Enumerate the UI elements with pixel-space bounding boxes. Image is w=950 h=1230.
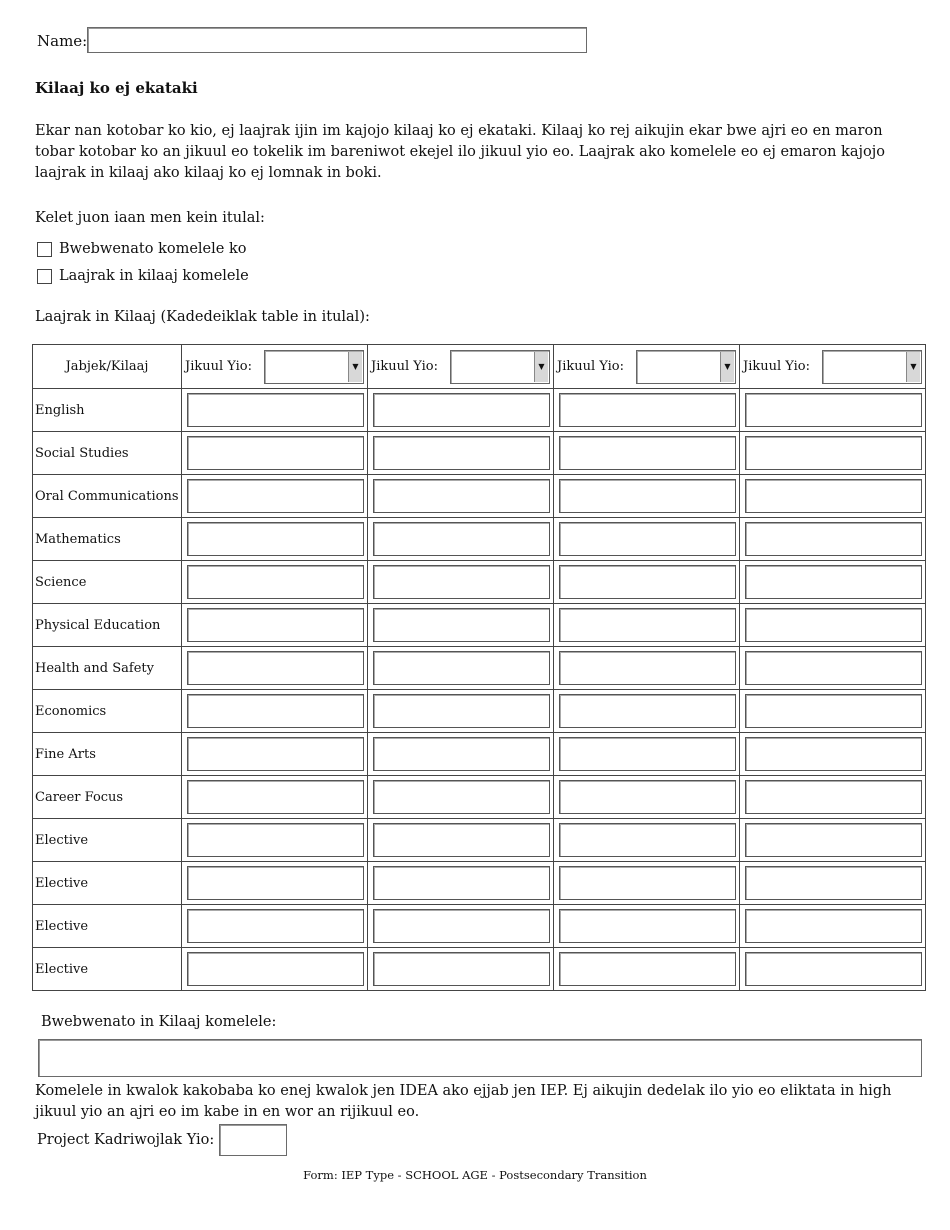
grade-input[interactable] [187, 522, 364, 556]
grade-input[interactable] [745, 651, 922, 685]
grade-cell-container [740, 647, 926, 690]
grade-input[interactable] [745, 866, 922, 900]
grade-cell-container [182, 604, 368, 647]
option-label: Bwebwenato komelele ko [59, 241, 247, 257]
year-label: Jikuul Yio: [371, 359, 438, 374]
grade-cell-container [182, 432, 368, 475]
grade-input[interactable] [745, 952, 922, 986]
grade-input[interactable] [187, 823, 364, 857]
grade-input[interactable] [187, 780, 364, 814]
grade-cell-container [740, 518, 926, 561]
grade-cell-container [554, 733, 740, 776]
grade-cell-container [740, 733, 926, 776]
completed-courses-input[interactable] [38, 1039, 922, 1077]
grade-input[interactable] [373, 737, 550, 771]
year-column-header [554, 345, 740, 389]
subject-cell: Economics [33, 690, 182, 733]
grade-cell-container [554, 905, 740, 948]
grade-input[interactable] [745, 479, 922, 513]
grade-input[interactable] [373, 565, 550, 599]
grade-input[interactable] [187, 694, 364, 728]
grade-input[interactable] [745, 909, 922, 943]
grade-cell-container [554, 518, 740, 561]
table-row [33, 475, 926, 518]
grade-cell-container [368, 819, 554, 862]
grade-cell-container [368, 561, 554, 604]
idea-paragraph: Komelele in kwalok kakobaba ko enej kwalok jen IDEA ako ejjab jen IEP. Ej aikujin dedelak ilo yio eo eliktata in high jikuul yio an ajri eo im kabe in en wor an rijikuul eo. [35, 1083, 892, 1120]
grade-cell-container [368, 862, 554, 905]
grade-cell-container [182, 561, 368, 604]
grade-cell-container [182, 690, 368, 733]
grade-cell-container [368, 389, 554, 432]
grade-input[interactable] [373, 608, 550, 642]
option-course-description[interactable] [37, 241, 246, 257]
grade-cell-container [368, 776, 554, 819]
grade-cell-container [740, 819, 926, 862]
table-row [33, 733, 926, 776]
grade-cell-container [368, 733, 554, 776]
graduation-year-label: Project Kadriwojlak Yio: [37, 1132, 215, 1148]
name-label: Name: [37, 32, 88, 50]
grade-cell-container [740, 862, 926, 905]
grade-input[interactable] [187, 866, 364, 900]
grade-cell-container [554, 776, 740, 819]
grade-input[interactable] [559, 909, 736, 943]
grade-cell-container [740, 690, 926, 733]
grade-cell-container [554, 647, 740, 690]
grade-cell-container [740, 948, 926, 991]
grade-cell-container [368, 518, 554, 561]
grade-input[interactable] [559, 780, 736, 814]
course-grid [32, 344, 926, 991]
grade-cell-container [554, 948, 740, 991]
subject-cell: Oral Communications [33, 475, 182, 518]
grade-input[interactable] [373, 694, 550, 728]
grade-input[interactable] [187, 737, 364, 771]
completed-courses-label: Bwebwenato in Kilaaj komelele: [41, 1014, 277, 1030]
grade-cell-container [368, 604, 554, 647]
table-row [33, 776, 926, 819]
table-row [33, 604, 926, 647]
grade-cell-container [182, 862, 368, 905]
subject-cell: Elective [33, 862, 182, 905]
grade-input[interactable] [187, 393, 364, 427]
grade-cell-container [368, 905, 554, 948]
option-label: Laajrak in kilaaj komelele [59, 268, 249, 284]
grade-input[interactable] [373, 522, 550, 556]
year-select-1[interactable] [264, 350, 364, 384]
grade-cell-container [554, 561, 740, 604]
table-header-row [33, 345, 926, 389]
grade-input[interactable] [373, 780, 550, 814]
grade-input[interactable] [187, 479, 364, 513]
year-label: Jikuul Yio: [743, 359, 810, 374]
subject-cell: Mathematics [33, 518, 182, 561]
grade-input[interactable] [745, 393, 922, 427]
grade-cell-container [368, 475, 554, 518]
grade-cell-container [740, 432, 926, 475]
grade-input[interactable] [373, 866, 550, 900]
chevron-down-icon[interactable]: ▼ [348, 352, 362, 382]
grade-input[interactable] [187, 565, 364, 599]
subject-cell: Elective [33, 819, 182, 862]
grade-input[interactable] [559, 565, 736, 599]
grade-cell-container [182, 819, 368, 862]
grade-cell-container [182, 776, 368, 819]
grade-cell-container [554, 604, 740, 647]
name-input[interactable] [87, 27, 587, 53]
grade-input[interactable] [745, 823, 922, 857]
table-row [33, 561, 926, 604]
grade-input[interactable] [745, 780, 922, 814]
grade-input[interactable] [187, 651, 364, 685]
grade-input[interactable] [373, 393, 550, 427]
subject-cell: Health and Safety [33, 647, 182, 690]
subject-cell: English [33, 389, 182, 432]
subject-cell: Science [33, 561, 182, 604]
grade-cell-container [368, 948, 554, 991]
grade-cell-container [740, 776, 926, 819]
grade-input[interactable] [559, 823, 736, 857]
year-column-header [182, 345, 368, 389]
subject-cell: Career Focus [33, 776, 182, 819]
grade-input[interactable] [559, 866, 736, 900]
grade-input[interactable] [187, 952, 364, 986]
grade-cell-container [554, 389, 740, 432]
grade-input[interactable] [373, 479, 550, 513]
chevron-down-icon[interactable]: ▼ [534, 352, 548, 382]
subject-cell: Fine Arts [33, 733, 182, 776]
grade-cell-container [182, 518, 368, 561]
intro-paragraph: Ekar nan kotobar ko kio, ej laajrak ijin im kajojo kilaaj ko ej ekataki. Kilaaj ko rej aikujin ekar bwe ajri eo en maron tobar kotobar ko an jikuul eo tokelik im bareniwot ekejel ilo jikuul yio eo. Laajrak ako komelele eo ej emaron kajojo laajrak in kilaaj ako kilaaj ko ej lomnak in boki. [35, 123, 885, 181]
graduation-year-input[interactable] [219, 1124, 287, 1156]
grade-input[interactable] [745, 436, 922, 470]
grade-input[interactable] [559, 952, 736, 986]
grade-input[interactable] [559, 737, 736, 771]
grade-cell-container [740, 561, 926, 604]
chevron-down-icon[interactable]: ▼ [906, 352, 920, 382]
grade-cell-container [368, 432, 554, 475]
grade-input[interactable] [745, 737, 922, 771]
table-row [33, 518, 926, 561]
table-row [33, 948, 926, 991]
grade-cell-container [182, 647, 368, 690]
form-footer: Form: IEP Type - SCHOOL AGE - Postsecondary Transition [303, 1168, 647, 1182]
table-row [33, 862, 926, 905]
subject-header: Jabjek/Kilaaj [33, 345, 182, 389]
grade-cell-container [368, 690, 554, 733]
grade-cell-container [554, 432, 740, 475]
grade-input[interactable] [373, 823, 550, 857]
table-row [33, 432, 926, 475]
table-row [33, 647, 926, 690]
grade-cell-container [554, 690, 740, 733]
year-select-3[interactable] [636, 350, 736, 384]
grade-input[interactable] [559, 522, 736, 556]
table-label: Laajrak in Kilaaj (Kadedeiklak table in itulal): [35, 309, 370, 325]
subject-cell: Social Studies [33, 432, 182, 475]
year-label: Jikuul Yio: [557, 359, 624, 374]
grade-input[interactable] [559, 436, 736, 470]
grade-input[interactable] [373, 909, 550, 943]
year-select-2[interactable] [450, 350, 550, 384]
grade-input[interactable] [559, 479, 736, 513]
grade-input[interactable] [745, 522, 922, 556]
grade-cell-container [554, 475, 740, 518]
grade-cell-container [554, 862, 740, 905]
year-column-header [740, 345, 926, 389]
grade-input[interactable] [745, 565, 922, 599]
grade-input[interactable] [559, 608, 736, 642]
checkbox-course-description[interactable] [37, 242, 52, 257]
grade-input[interactable] [745, 608, 922, 642]
grade-cell-container [554, 819, 740, 862]
instruction-text: Kelet juon iaan men kein itulal: [35, 210, 265, 226]
grade-input[interactable] [373, 952, 550, 986]
section-title: Kilaaj ko ej ekataki [35, 79, 198, 97]
grade-cell-container [740, 604, 926, 647]
grade-input[interactable] [373, 651, 550, 685]
subject-cell: Physical Education [33, 604, 182, 647]
grade-cell-container [740, 389, 926, 432]
grade-input[interactable] [187, 608, 364, 642]
year-select-4[interactable] [822, 350, 922, 384]
grade-cell-container [740, 475, 926, 518]
grade-cell-container [368, 647, 554, 690]
chevron-down-icon[interactable]: ▼ [720, 352, 734, 382]
grade-cell-container [182, 905, 368, 948]
grade-cell-container [182, 389, 368, 432]
table-row [33, 389, 926, 432]
grade-input[interactable] [559, 393, 736, 427]
subject-cell: Elective [33, 905, 182, 948]
grade-cell-container [182, 948, 368, 991]
grade-input[interactable] [187, 436, 364, 470]
subject-cell: Elective [33, 948, 182, 991]
grade-cell-container [740, 905, 926, 948]
year-column-header [368, 345, 554, 389]
table-row [33, 905, 926, 948]
table-row [33, 690, 926, 733]
grade-cell-container [182, 475, 368, 518]
grade-input[interactable] [187, 909, 364, 943]
grade-input[interactable] [559, 651, 736, 685]
grade-cell-container [182, 733, 368, 776]
option-course-list[interactable] [37, 268, 249, 284]
table-row [33, 819, 926, 862]
grade-input[interactable] [745, 694, 922, 728]
grade-input[interactable] [559, 694, 736, 728]
checkbox-course-list[interactable] [37, 269, 52, 284]
year-label: Jikuul Yio: [185, 359, 252, 374]
grade-input[interactable] [373, 436, 550, 470]
